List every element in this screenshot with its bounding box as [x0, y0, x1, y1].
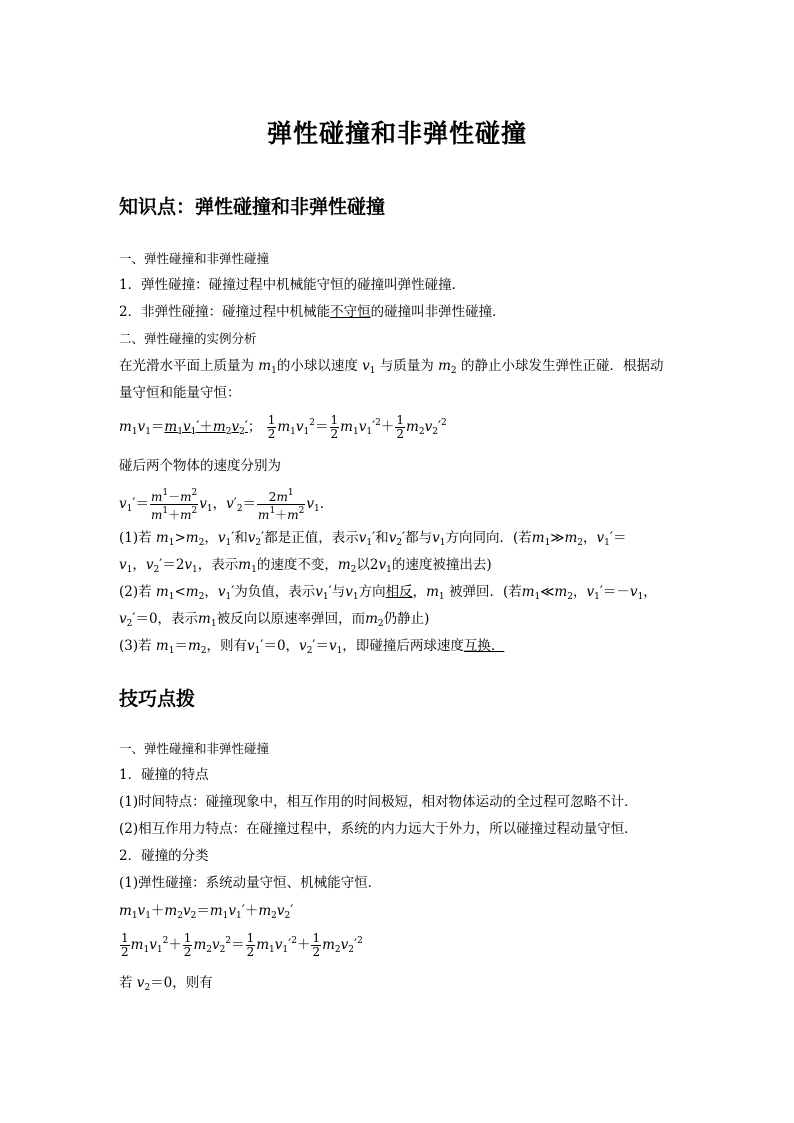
s1-line-10: (1)若 $m_1>m_2$，$v_1'$和$v_2'$都是正值，表示$v_1'$和$v_2'$都与$v_1$方向同向．(若$m_1≫m_2$，$v_1'=$ [119, 530, 627, 548]
s1-line-14: (3)若 $m_1=m_2$，则有$v_1'=0$，$v_2'=v_1$，即碰撞后两球速度互换． [119, 638, 505, 656]
s2-line-3: (1)时间特点：碰撞现象中，相互作用的时间极短，相对物体运动的全过程可忽略不计． [119, 794, 638, 810]
s1-line-5: 在光滑水平面上质量为 $m_1$的小球以速度 $v_1$ 与质量为 $m_2$ 的静止小球发生弹性正碰．根据动 [119, 358, 664, 376]
s1-line-8: 碰后两个物体的速度分别为 [119, 458, 281, 474]
s1-line-11: $v_1$，$v_2'=2v_1$，表示$m_1$的速度不变，$m_2$以$2v_1$的速度被撞出去) [119, 557, 492, 575]
s2-line-5: 2．碰撞的分类 [119, 848, 209, 864]
section-heading-knowledge: 知识点：弹性碰撞和非弹性碰撞 [119, 196, 386, 218]
s1-line-3: 2．非弹性碰撞：碰撞过程中机械能不守恒的碰撞叫非弹性碰撞． [119, 304, 506, 320]
s2-line-9: 若 $v_2=0$，则有 [119, 975, 213, 993]
s2-line-2: 1．碰撞的特点 [119, 767, 209, 783]
s1-line-1: 一、弹性碰撞和非弹性碰撞 [119, 251, 270, 266]
s1-line-4: 二、弹性碰撞的实例分析 [119, 331, 257, 346]
formula-energy: $\frac{1}{2}$ $m_1v_1^2+$ $\frac{1}{2}$ $m_2v_2^2=$ $\frac{1}{2}$ $m_1v_1'^2+$ $\frac{1}{2}$ $m_2v_2'^2$ [121, 931, 363, 959]
s2-line-4: (2)相互作用力特点：在碰撞过程中，系统的内力远大于外力，所以碰撞过程动量守恒． [119, 821, 638, 837]
s1-line-2: 1．弹性碰撞：碰撞过程中机械能守恒的碰撞叫弹性碰撞． [119, 277, 466, 293]
s1-line-6: 量守恒和能量守恒： [119, 385, 241, 401]
section-heading-tips: 技巧点拨 [119, 688, 196, 710]
s1-line-12: (2)若 $m_1<m_2$，$v_1'$为负值，表示$v_1'$与$v_1$方向相反，$m_1$ 被弹回．(若$m_1≪m_2$，$v_1'=-v_1$， [119, 584, 657, 602]
page-title: 弹性碰撞和非弹性碰撞 [266, 119, 527, 148]
formula-velocities: $v_1'=$ $\frac{m^1-m^2}{m^1+m^2}$ $v_1$，$v'_2=$ $\frac{2m^1}{m^1+m^2}$ $v_1$. [119, 488, 324, 522]
s1-line-13: $v_2'=0$，表示$m_1$被反向以原速率弹回，而$m_2$仍静止) [119, 611, 430, 629]
formula-momentum: $m_1v_1+m_2v_2=m_1v_1'+m_2v_2'$ [119, 903, 294, 921]
s2-line-1: 一、弹性碰撞和非弹性碰撞 [119, 741, 270, 756]
formula-conservation: $m_1v_1=m_1v_1'+m_2v_2'$； $\frac{1}{2}$ $m_1v_1^2=$ $\frac{1}{2}$ $m_1v_1'^2+$ $\frac{1}{2}$ $m_2v_2'^2$ [119, 413, 447, 441]
s2-line-6: (1)弹性碰撞：系统动量守恒、机械能守恒． [119, 875, 382, 891]
